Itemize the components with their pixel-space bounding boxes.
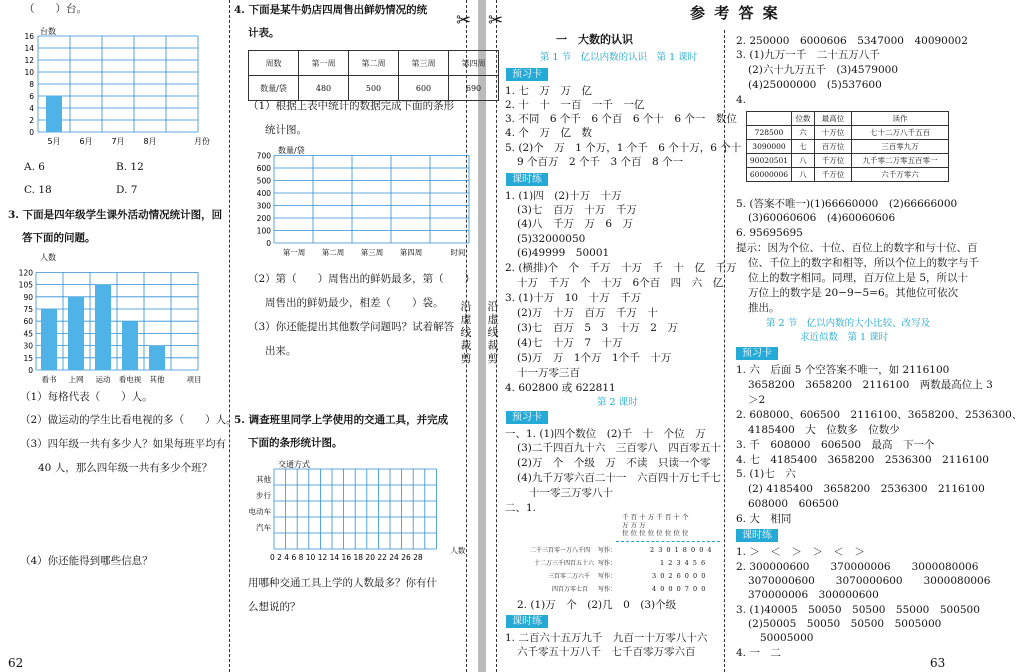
place-row-write: 写作： [598, 573, 617, 580]
table-row [747, 168, 949, 182]
table-cell: 百万位 [815, 140, 852, 154]
number-reading-table [746, 111, 949, 182]
answer-line: 万位上的数字是 20−9−5=6。其他位可依次 [748, 287, 959, 299]
answer-line: 3. (1)九万一千 二十五万八千 [736, 49, 880, 61]
table-cell: 3090000 [747, 140, 792, 154]
question-5-title-cont: 下面的条形统计图。 [248, 437, 343, 449]
place-header: 千 百 十 万 千 百 十 个 [622, 513, 689, 521]
answer-line: 5. (1)七 六 [736, 468, 796, 480]
table-cell: 六 [792, 126, 815, 140]
scissors-icon: ✂ [456, 10, 472, 31]
answer-line: 4. 七 4185400 3658200 2536300 2116100 [736, 454, 989, 466]
table-cell: 第二周 [349, 51, 399, 76]
place-row-words: 四百万零七百 [552, 586, 589, 593]
y-tick-label: 0 [29, 128, 34, 137]
answer-line: (5)万 万 1个万 1个千 十万 [517, 352, 672, 364]
answer-line: (3)二千四百九十六 三百零八 四百零五十 [517, 442, 721, 454]
answer-line: (4)八 千万 万 6 万 [517, 218, 634, 230]
x-tick-label: 8月 [143, 137, 157, 146]
table-cell: 六千万零六 [852, 168, 949, 182]
answer-line: 1. 六 后面 5 个空答案不唯一，如 2116100 [736, 364, 950, 376]
table-cell: 八 [792, 168, 815, 182]
bar [46, 96, 62, 132]
option-a: A. 6 [24, 161, 45, 173]
x-tick-label: 5月 [47, 137, 61, 146]
answer-line: 50005000 [760, 632, 814, 644]
answer-line: 3. (1)40005 50050 50500 55000 500500 [736, 604, 980, 616]
answer-line: 2. (横排)个 个 千万 十万 千 十 亿 千万 [505, 262, 737, 274]
session-title: 第 2 课时 [597, 397, 638, 408]
chart-title: 交通方式 [278, 460, 310, 469]
answer-line: 4. 个 万 亿 数 [505, 127, 592, 139]
preview-card-tag: 预习卡 [736, 347, 778, 360]
answer-line: 3. 千 608000 606500 最高 下一个 [736, 439, 935, 451]
y-tick-label: 0 [266, 239, 271, 248]
y-tick-label: 6 [29, 92, 34, 101]
table-cell: 第四周 [449, 51, 499, 76]
question-4-2: （2）第（ ）周售出的鲜奶最多，第（ ） [248, 273, 476, 285]
y-tick-label: 90 [23, 292, 33, 302]
x-tick-label: 6月 [79, 137, 93, 146]
answer-line: 608000 606500 [748, 498, 839, 510]
answer-line: 3. 不同 6 个千 6 个百 6 个十 6 个一 数位 [505, 113, 737, 125]
y-tick-label: 12 [24, 56, 34, 65]
table-cell: 690 [449, 76, 499, 101]
option-c: C. 18 [24, 184, 52, 196]
empty-bar-chart-transport [238, 455, 466, 567]
x-tick-label: 第二周 [321, 248, 345, 257]
answer-line: 1. 二百六十五万九千 九百一十万零八十六 [505, 632, 708, 644]
table-cell [747, 112, 792, 126]
answer-line: 一、1. (1)四个数位 (2)千 十 个位 万 [505, 428, 706, 440]
column-divider-right [724, 30, 725, 672]
y-category-label: 其他 [256, 475, 271, 484]
question-fragment: （ ）台。 [24, 3, 87, 15]
drill-tag: 课时练 [506, 173, 548, 186]
table-cell: 七十二万八千五百 [852, 126, 949, 140]
question-5-body-cont: 么想说的？ [248, 601, 301, 613]
answer-line: (6)49999 50001 [517, 247, 610, 259]
table-cell: 千万位 [815, 168, 852, 182]
place-row-words: 十二万三千四百五十六 [534, 560, 595, 567]
place-row-words: 三百零二万六千 [548, 573, 591, 580]
x-tick-label: 第四周 [399, 248, 423, 257]
answer-line: 十一万零三百 [517, 367, 580, 379]
answer-line: (2) 4185400 3658200 2536300 2116100 [748, 483, 985, 495]
answer-line: (3)七 百万 十万 千万 [517, 204, 637, 216]
y-axis-label: 台数 [40, 27, 56, 36]
question-4-title: 4. 下面是某牛奶店四周售出鲜奶情况的统 [234, 4, 428, 16]
bar-chart-tv-sales [8, 22, 226, 152]
place-row-words: 二千三百零一万八千四 [530, 547, 591, 554]
place-row-digits: 2 3 0 1 8 0 0 4 [650, 546, 713, 554]
answer-line: 3070000600 3070000600 3000080006 [748, 575, 991, 587]
preview-card-tag: 预习卡 [506, 68, 548, 81]
x-tick-label: 看书 [41, 375, 57, 384]
answer-line: 2. (1)万 个 (2)几 0 (3)个级 [517, 599, 677, 611]
question-3-title-cont: 答下面的问题。 [22, 232, 96, 244]
question-5-body: 用哪种交通工具上学的人数最多？你有什 [248, 577, 437, 589]
answer-line: 1. ＞ ＜ ＞ ＞ ＜ ＞ [736, 546, 865, 558]
place-header: 万 万 万 [622, 521, 646, 529]
y-tick-label: 700 [256, 151, 271, 161]
y-tick-label: 30 [23, 341, 33, 351]
place-row-write: 写作： [598, 586, 617, 593]
table-cell: 八 [792, 154, 815, 168]
y-tick-label: 200 [256, 214, 271, 223]
answer-line: 十万 千万 个 十万 6个百 四 六 亿 [517, 277, 724, 289]
table-cell: 位数 [792, 112, 815, 126]
table-row [249, 76, 499, 101]
table-cell: 十万位 [815, 126, 852, 140]
question-4-3: （3）你还能提出其他数学问题吗？试着解答 [248, 321, 455, 333]
y-tick-label: 600 [256, 164, 271, 173]
table-cell: 60000006 [747, 168, 792, 182]
place-header: 位 位 位 位 位 位 位 位 [622, 529, 689, 537]
x-tick-label: 第一周 [282, 248, 306, 257]
question-3-3: （3）四年级一共有多少人？如果每班平均有 [20, 438, 227, 450]
bar [68, 297, 84, 370]
answer-line: 2. 608000、606500 2116100、3658200、2536300、 [736, 409, 1022, 421]
answer-line: 二、1. [505, 502, 537, 514]
y-axis-label: 人数 [40, 253, 56, 262]
table-cell: 周数 [249, 51, 299, 76]
bar-chart-activities [4, 250, 226, 385]
y-tick-label: 120 [18, 268, 33, 278]
table-row [747, 112, 949, 126]
question-3-4: （4）你还能得到哪些信息？ [20, 555, 153, 567]
x-tick-label: 第三周 [360, 248, 384, 257]
answer-line: 6. 95695695 [736, 227, 803, 239]
table-cell: 第三周 [399, 51, 449, 76]
place-row-digits: 1 2 3 4 5 6 [660, 559, 707, 567]
x-tick-label: 其他 [149, 375, 165, 384]
question-3-title: 3. 下面是四年级学生课外活动情况统计图，回 [8, 209, 223, 221]
place-row-digits: 3 0 2 6 0 0 0 [652, 572, 707, 580]
y-tick-label: 400 [256, 189, 271, 198]
question-4-2-cont: 周售出的鲜奶最少，相差（ ）袋。 [265, 297, 444, 309]
page-number-right: 63 [930, 656, 946, 670]
x-tick-label: 时间 [450, 248, 466, 257]
y-tick-label: 0 [28, 366, 33, 375]
y-tick-label: 45 [23, 329, 33, 339]
answer-line: 5. (答案不唯一)(1)66660000 (2)66666000 [736, 198, 958, 210]
option-b: B. 12 [116, 161, 144, 173]
answer-line: (3)七 百万 5 3 十万 2 万 [517, 322, 678, 334]
bar [41, 309, 57, 370]
place-row-write: 写作： [598, 547, 617, 554]
section-title: 求近似数 第 1 课时 [800, 332, 889, 343]
table-cell: 最高位 [815, 112, 852, 126]
answer-line: 2. 300000600 370000006 3000080006 [736, 561, 979, 573]
y-category-label: 步行 [256, 491, 271, 500]
scissors-icon: ✂ [488, 10, 504, 31]
x-tick-label: 项目 [186, 375, 202, 384]
y-tick-label: 10 [24, 68, 34, 77]
x-tick-label: 月份 [194, 137, 210, 146]
answer-line: 十一零三万零八十 [529, 487, 613, 499]
y-tick-label: 8 [29, 80, 34, 89]
table-cell: 三百零九万 [852, 140, 949, 154]
table-cell: 500 [349, 76, 399, 101]
answer-line: (2)万 个 个级 万 不读 只读一个零 [517, 457, 711, 469]
table-row [747, 126, 949, 140]
preview-card-tag: 预习卡 [506, 411, 548, 424]
table-cell: 600 [399, 76, 449, 101]
y-tick-label: 15 [23, 353, 33, 363]
answer-line: 4. 602800 或 622811 [505, 382, 616, 394]
question-3-1: （1）每格代表（ ）人。 [20, 391, 153, 403]
y-tick-label: 16 [24, 32, 34, 41]
answer-line: 2. 250000 6000606 5347000 40090002 [736, 35, 968, 47]
answer-line: (2)六十九万五千 (3)4579000 [748, 64, 899, 76]
question-4-title-cont: 计表。 [248, 27, 280, 39]
table-cell: 第一周 [299, 51, 349, 76]
answer-line: (4)25000000 (5)537600 [748, 79, 882, 91]
question-4-1-cont: 统计图。 [265, 124, 307, 136]
answer-line: 提示：因为个位、十位、百位上的数字和与十位、百 [736, 242, 978, 254]
x-tick-label: 看电视 [118, 375, 142, 384]
cut-hint-right: 沿虚线裁剪 [487, 300, 499, 365]
x-tick-label: 运动 [95, 375, 111, 384]
y-tick-label: 60 [23, 317, 33, 327]
answer-line: (2)万 十万 百万 千万 十 [517, 307, 658, 319]
answer-line: (2)50005 50050 50500 5005000 [748, 618, 942, 630]
question-4-1: （1）根据上表中统计的数据完成下面的条形 [248, 100, 455, 112]
y-tick-label: 4 [29, 104, 34, 113]
table-cell: 七 [792, 140, 815, 154]
y-tick-label: 75 [23, 305, 33, 314]
x-tick-label: 上网 [68, 375, 84, 384]
x-axis-label: 人数 [450, 546, 466, 555]
answer-line: 9 个百万 2 个千 3 个百 8 个一 [517, 156, 684, 168]
place-row-write: 写作： [598, 560, 617, 567]
answer-line: 1. 七 万 万 亿 [505, 85, 592, 97]
cut-hint-left: 沿虚线裁剪 [460, 300, 472, 365]
section-title: 第 1 节 亿以内数的认识 第 1 课时 [540, 52, 698, 63]
answer-line: 3. (1)十万 10 十万 千万 [505, 292, 642, 304]
question-3-3-cont: 40 人，那么四年级一共有多少个班？ [38, 462, 213, 474]
y-category-label: 电动车 [248, 507, 271, 516]
table-row [249, 51, 499, 76]
question-3-2: （2）做运动的学生比看电视的多（ ）人。 [20, 414, 237, 426]
table-row [747, 154, 949, 168]
section-title: 第 2 节 亿以内数的大小比较、改写及 [766, 318, 931, 329]
unit-title: 一 大数的认识 [556, 33, 633, 46]
answer-line: (3)60060606 (4)60060606 [748, 212, 896, 224]
x-tick-label: 7月 [111, 137, 125, 146]
milk-sales-table [248, 50, 499, 101]
answers-header: 参 考 答 案 [690, 4, 780, 22]
place-figure-rule [616, 541, 720, 542]
table-row [747, 140, 949, 154]
place-row-digits: 4 0 0 0 7 0 0 [652, 585, 707, 593]
table-cell: 90020501 [747, 154, 792, 168]
answer-line: 3658200 3658200 2116100 两数最高位上 3 [748, 379, 993, 391]
y-axis-label: 数量/袋 [278, 146, 305, 155]
table-cell: 千万位 [815, 154, 852, 168]
answer-line: 5. (2)个 万 1 个万，1 个千 6 个十万，6 个十 [505, 142, 742, 154]
page-number-left: 62 [8, 656, 24, 670]
answer-line: 2. 十 十 一百 一千 一亿 [505, 99, 645, 111]
bar [149, 346, 165, 370]
answer-line: 4. 一 二 [736, 647, 781, 659]
answer-line: 370000006 300000600 [748, 589, 879, 601]
question-4-3-cont: 出来。 [265, 345, 297, 357]
y-tick-label: 14 [24, 44, 34, 53]
table-cell: 数量/袋 [249, 76, 299, 101]
y-tick-label: 300 [256, 201, 271, 211]
answer-line: 位上的数字相同。同理，百万位上是 5，所以十 [748, 272, 969, 284]
y-tick-label: 100 [256, 226, 271, 236]
column-divider-left [229, 0, 230, 672]
answer-line: (4)九千万零六百二十一 六百四十万七千七 [517, 472, 721, 484]
y-tick-label: 105 [18, 280, 33, 290]
y-tick-label: 500 [256, 176, 271, 186]
table-cell: 480 [299, 76, 349, 101]
drill-tag: 课时练 [736, 529, 778, 542]
answer-line: (5)32000050 [517, 233, 586, 245]
answer-line: (4)七 十万 7 十万 [517, 337, 623, 349]
answer-line: 六千零五十万八千 七千百零万零六百 [517, 646, 696, 658]
table-cell: 读作 [852, 112, 949, 126]
answer-line: 位、千位上的数字和相等，所以个位上的数字与千 [748, 257, 979, 269]
answer-line: 4. [736, 94, 747, 106]
table-cell: 728500 [747, 126, 792, 140]
bar [122, 321, 138, 370]
table-cell: 九千零二万零五百零一 [852, 154, 949, 168]
drill-tag: 课时练 [506, 615, 548, 628]
answer-line: 4185400 大 位数多 位数少 [748, 424, 900, 436]
y-category-label: 汽车 [256, 523, 271, 532]
x-tick-labels: 0 2 4 6 8 10 12 14 16 18 20 22 24 26 28 [270, 553, 423, 562]
answer-line: 1. (1)四 (2)十万 十万 [505, 190, 622, 202]
question-5-title: 5. 调查班里同学上学使用的交通工具，并完成 [234, 414, 449, 426]
bar [95, 285, 111, 370]
empty-bar-chart-milk [234, 143, 464, 263]
option-d: D. 7 [116, 184, 138, 196]
answer-line: 推出。 [748, 302, 780, 314]
answer-line: 6. 大 相同 [736, 513, 792, 525]
y-tick-label: 2 [29, 116, 34, 125]
answer-line: ＞2 [748, 394, 766, 406]
